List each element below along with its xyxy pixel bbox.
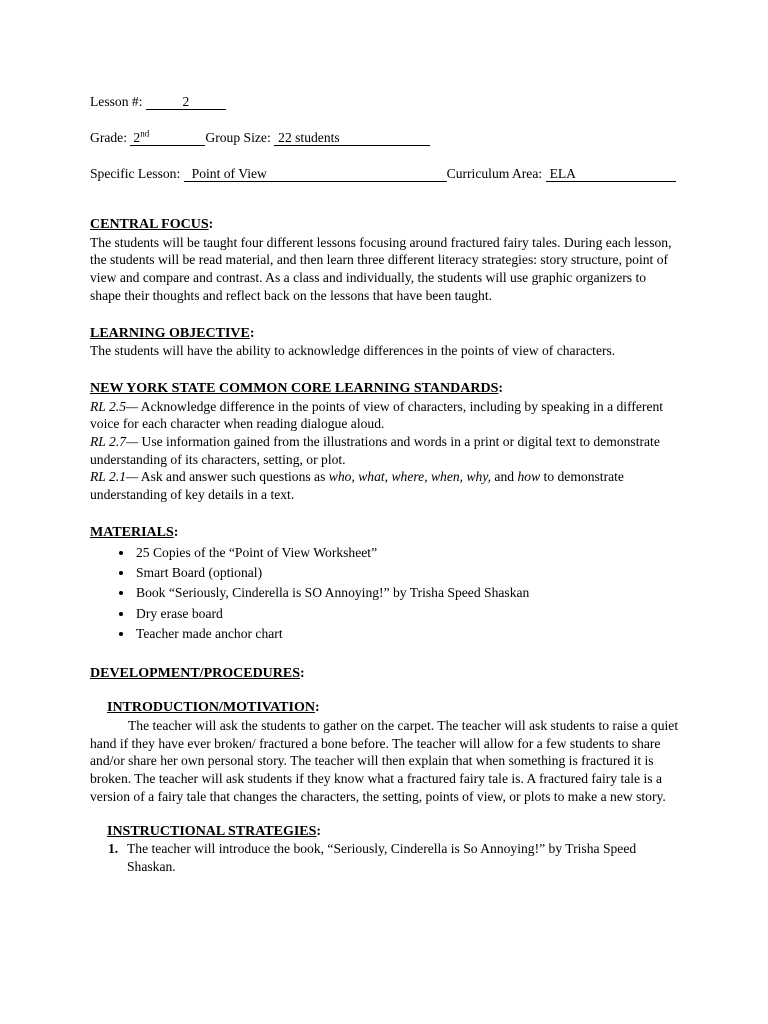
material-item: • Smart Board (optional): [134, 563, 680, 583]
learning-objective-section: [90, 325, 680, 360]
introduction-motivation-heading: INTRODUCTION/MOTIVATION:: [107, 700, 320, 716]
heading-colon: :: [249, 325, 255, 341]
lesson-number-label: Lesson #:: [90, 94, 143, 109]
standard-item-rl25: [90, 398, 680, 433]
standard-item-rl27: [90, 433, 680, 468]
heading-colon: :: [314, 700, 320, 716]
materials-heading: MATERIALS:: [90, 524, 179, 540]
standard-text: Use information gained from the illustrations and words in a print or digital text to demonstrate understanding of its characters, setting, or plot.: [90, 434, 660, 467]
standards-heading: NEW YORK STATE COMMON CORE LEARNING STANDARDS:: [90, 380, 504, 396]
learning-objective-body: The students will have the ability to acknowledge differences in the points of view of characters.: [90, 343, 616, 359]
development-procedures-heading: DEVELOPMENT/PROCEDURES:: [90, 665, 305, 681]
grade-group-line: [90, 129, 680, 147]
specific-lesson-label: Specific Lesson:: [90, 166, 181, 181]
group-size-label: Group Size:: [205, 130, 271, 145]
central-focus-section: [90, 216, 680, 305]
material-item: • Dry erase board: [134, 604, 680, 624]
development-procedures-section: [90, 665, 680, 683]
lesson-number-line: [90, 93, 680, 111]
strategy-number: 1.: [108, 841, 119, 857]
heading-colon: :: [208, 217, 214, 232]
curriculum-area-value: ELA: [549, 166, 576, 181]
group-size-value: 22 students: [278, 130, 340, 145]
lesson-curriculum-line: [90, 165, 680, 183]
material-item: • Book “Seriously, Cinderella is SO Annoying!” by Trisha Speed Shaskan: [134, 583, 680, 603]
standard-item-rl21: [90, 468, 680, 503]
central-focus-heading: CENTRAL FOCUS:: [90, 217, 214, 232]
materials-list: [90, 543, 680, 645]
curriculum-area-blank: [546, 166, 676, 182]
standard-text: Ask and answer such questions as: [138, 469, 329, 485]
standard-code: RL 2.1—: [90, 469, 139, 485]
grade-value: 2: [133, 130, 141, 145]
instructional-strategies-section: [90, 823, 680, 876]
group-size-blank: [274, 130, 430, 146]
strategy-item-1: [108, 840, 680, 875]
grade-blank: [130, 130, 205, 146]
lesson-number-value: 2: [182, 94, 190, 109]
standard-text: and: [491, 469, 518, 485]
heading-colon: :: [498, 380, 504, 396]
material-item: • 25 Copies of the “Point of View Worksheet”: [134, 543, 680, 563]
central-focus-body: The students will be taught four different lessons focusing around fractured fairy tales. During each lesson, the students will be read material, and then learn three different literacy strategies: story structure, point of view and compare and contrast. As a class and individually, the students will use graphic organizers to shape their thoughts and reflect back on the lessons that have been taught.: [90, 234, 672, 303]
heading-colon: :: [173, 524, 179, 540]
introduction-motivation-body: The teacher will ask the students to gather on the carpet. The teacher will ask students to raise a quiet hand if they have ever broken/ fractured a bone before. The teacher will allow for a few students to share and/or share her own personal story. The teacher will then explain that when something is fractured it is broken. The teacher will ask students if they know what a fractured fairy tale is. A fractured fairy tale is a version of a fairy tale that changes the characters, the setting, points of view, or plots to make a new story.: [90, 717, 679, 804]
standard-text: to demonstrate understanding of key details in a text.: [90, 469, 624, 503]
lesson-number-blank: [146, 94, 226, 110]
standards-section: [90, 380, 680, 504]
material-item: • Teacher made anchor chart: [134, 624, 680, 644]
specific-lesson-blank: [184, 166, 447, 182]
learning-objective-heading: LEARNING OBJECTIVE:: [90, 325, 255, 341]
heading-colon: :: [316, 823, 322, 839]
strategy-text: The teacher will introduce the book, “Seriously, Cinderella is So Annoying!” by Trisha Speed Shaskan.: [127, 841, 637, 874]
materials-section: [90, 524, 680, 645]
specific-lesson-value: Point of View: [191, 166, 267, 181]
heading-colon: :: [300, 665, 305, 681]
standard-code: RL 2.7—: [90, 434, 139, 450]
standard-code: RL 2.5—: [90, 398, 139, 414]
standard-italic-words: how: [517, 469, 541, 485]
standard-text: Acknowledge difference in the points of view of characters, including by speaking in a different voice for each character when reading dialogue aloud.: [90, 398, 664, 432]
grade-label: Grade:: [90, 130, 127, 145]
standard-italic-words: who, what, where, when, why,: [328, 469, 492, 485]
introduction-motivation-section: [90, 699, 680, 805]
instructional-strategies-heading: INSTRUCTIONAL STRATEGIES:: [107, 823, 322, 839]
curriculum-area-label: Curriculum Area:: [446, 166, 543, 181]
grade-ordinal: nd: [140, 128, 150, 139]
